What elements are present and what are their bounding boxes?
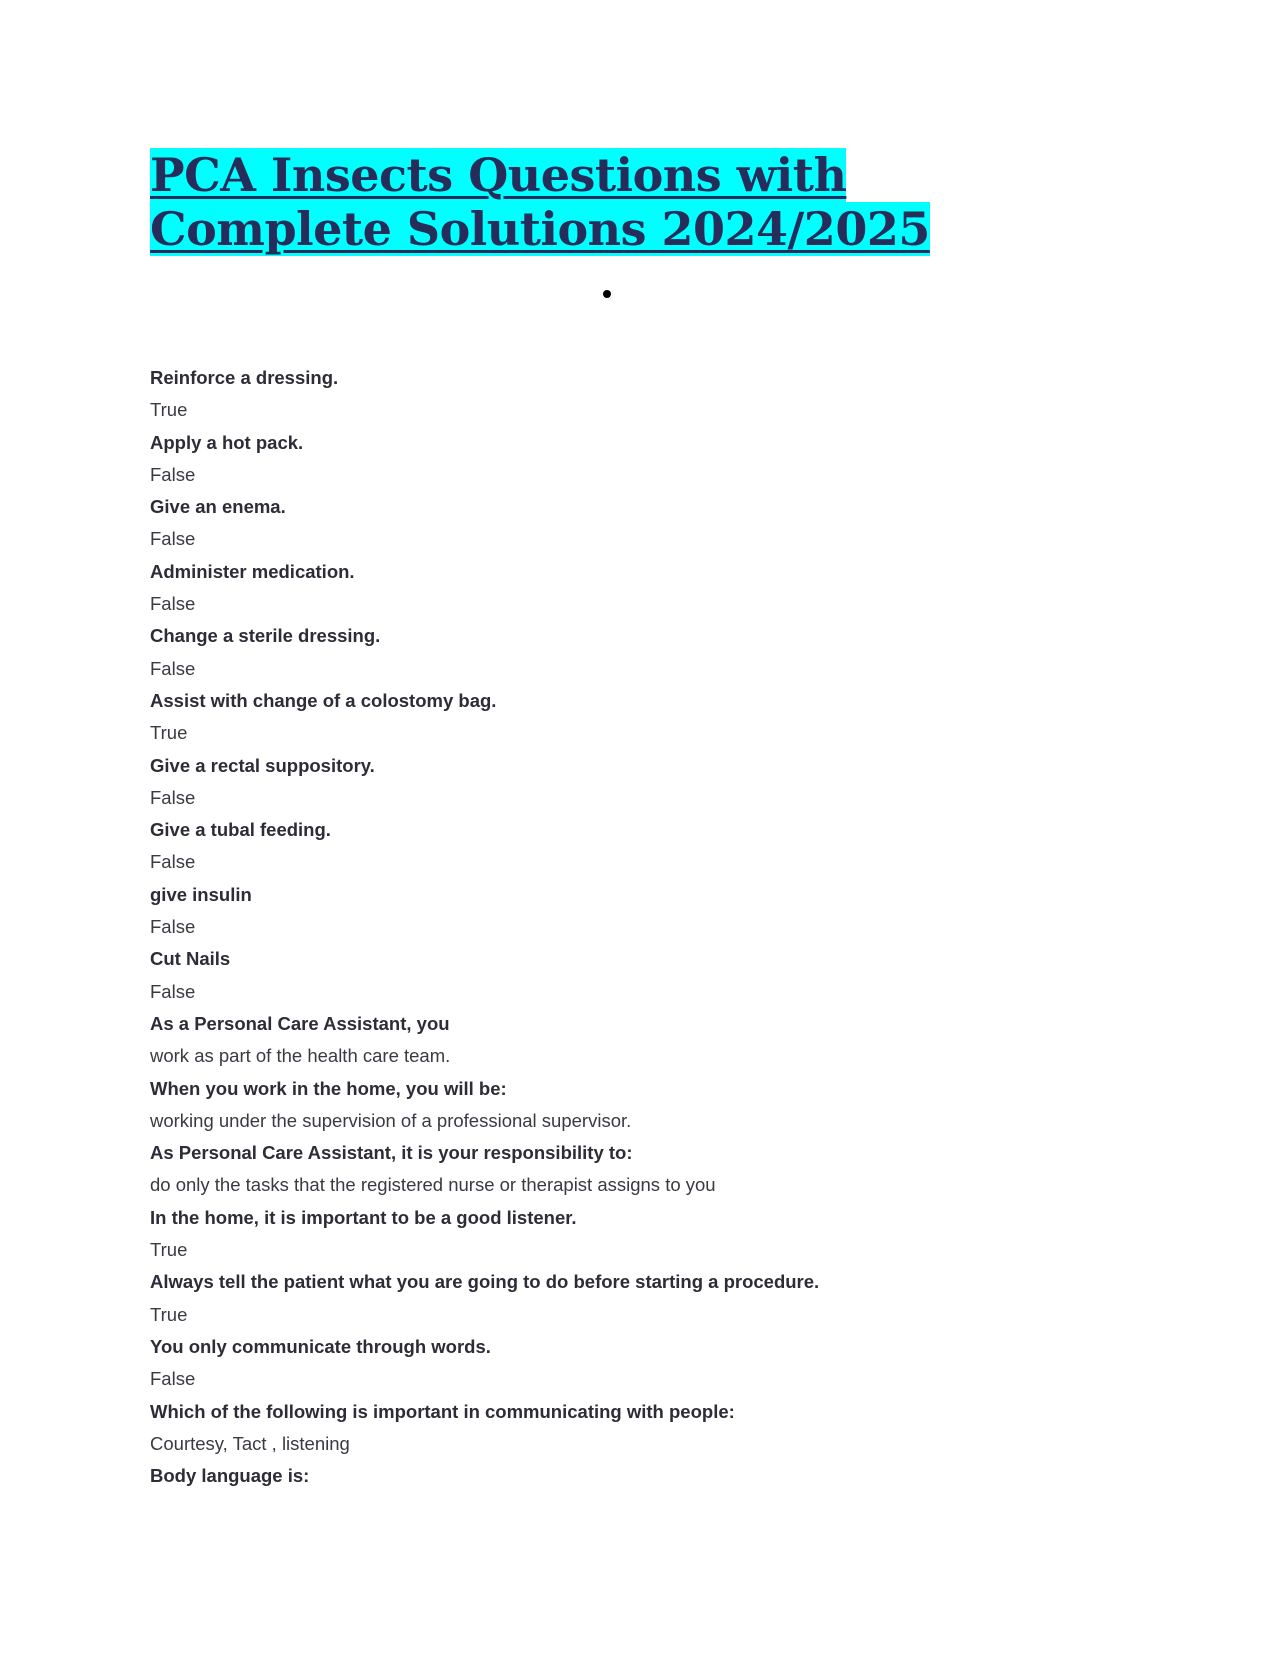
answer: False [150, 786, 196, 808]
question: Give an enema. [150, 496, 286, 518]
document-title[interactable] [150, 148, 1050, 256]
answer: False [150, 851, 196, 873]
question: Cut Nails [150, 948, 231, 970]
question: In the home, it is important to be a good listener. [150, 1206, 577, 1228]
answer: working under the supervision of a professional supervisor. [150, 1109, 632, 1131]
question: Give a rectal suppository. [150, 754, 375, 776]
qa-list [150, 364, 819, 1494]
answer: Courtesy, Tact , listening [150, 1432, 350, 1454]
question: Assist with change of a colostomy bag. [150, 689, 497, 711]
question: Apply a hot pack. [150, 431, 304, 453]
question: As Personal Care Assistant, it is your responsibility to: [150, 1142, 633, 1164]
question: Body language is: [150, 1465, 310, 1487]
answer: do only the tasks that the registered nurse or therapist assigns to you [150, 1174, 716, 1196]
question: Reinforce a dressing. [150, 367, 339, 388]
title-link[interactable]: PCA Insects Questions with Complete Solutions 2024/2025 [150, 148, 930, 256]
question: give insulin [150, 883, 252, 905]
answer: False [150, 916, 196, 938]
bullet-icon [603, 290, 611, 298]
question: Always tell the patient what you are going to do before starting a procedure. [150, 1271, 820, 1293]
question: When you work in the home, you will be: [150, 1077, 507, 1099]
answer: False [150, 1368, 196, 1390]
answer: False [150, 593, 196, 615]
answer: False [150, 980, 196, 1002]
question: Administer medication. [150, 560, 355, 582]
answer: True [150, 399, 188, 421]
answer: True [150, 1239, 188, 1261]
answer: False [150, 528, 196, 550]
answer: True [150, 1303, 188, 1325]
question: Change a sterile dressing. [150, 625, 381, 647]
answer: work as part of the health care team. [150, 1045, 451, 1067]
question: As a Personal Care Assistant, you [150, 1012, 450, 1034]
answer: True [150, 722, 188, 744]
answer: False [150, 463, 196, 485]
answer: False [150, 657, 196, 679]
question: You only communicate through words. [150, 1335, 491, 1357]
question: Which of the following is important in communicating with people: [150, 1400, 735, 1422]
question: Give a tubal feeding. [150, 819, 331, 841]
